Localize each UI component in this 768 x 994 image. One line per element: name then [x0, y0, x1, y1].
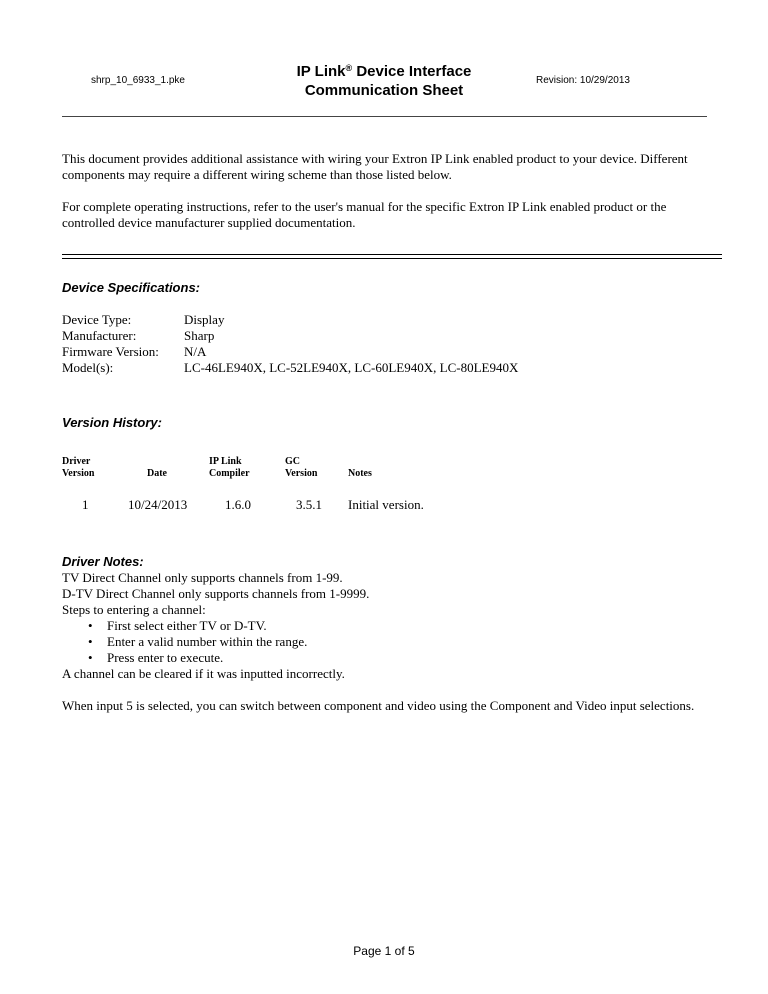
- spec-value: Display: [184, 312, 225, 327]
- revision-date: Revision: 10/29/2013: [536, 75, 630, 86]
- bullet-text: Press enter to execute.: [107, 650, 224, 665]
- cell-gc-version: 3.5.1: [296, 497, 322, 512]
- note-line: TV Direct Channel only supports channels from 1-99.: [62, 570, 343, 585]
- spec-label: Device Type:: [62, 312, 132, 327]
- spec-value: LC-46LE940X, LC-52LE940X, LC-60LE940X, LC-80LE940X: [184, 360, 519, 375]
- intro-paragraph-1: This document provides additional assistance with wiring your Extron IP Link enabled product to your device. Different components may require a different wiring scheme than those listed below.: [62, 151, 688, 182]
- note-paragraph: When input 5 is selected, you can switch between component and video using the Component and Video input selections.: [62, 698, 695, 713]
- cell-date: 10/24/2013: [128, 497, 188, 512]
- spec-value: Sharp: [184, 328, 215, 343]
- note-bullet: [62, 634, 712, 650]
- bullet-icon: •: [88, 650, 93, 665]
- bullet-text: Enter a valid number within the range.: [107, 634, 308, 649]
- driver-notes-heading: Driver Notes:: [62, 554, 144, 569]
- document-title: [0, 62, 768, 100]
- note-line: Steps to entering a channel:: [62, 602, 206, 617]
- device-specifications-heading: Device Specifications:: [62, 280, 200, 295]
- spec-label: Firmware Version:: [62, 344, 159, 359]
- col-header-iplink-compiler: IP Link Compiler: [209, 456, 250, 479]
- spec-value: N/A: [184, 344, 207, 359]
- page-number: Page 1 of 5: [353, 944, 415, 958]
- bullet-icon: •: [88, 618, 93, 633]
- col-header-date: Date: [147, 468, 167, 479]
- title-line2: Communication Sheet: [304, 82, 464, 99]
- col-header-driver-version: Driver Version: [62, 456, 95, 479]
- file-name: shrp_10_6933_1.pke: [91, 75, 185, 86]
- header-divider: [62, 116, 707, 117]
- registered-mark: ®: [345, 63, 353, 73]
- version-history-heading: Version History:: [62, 415, 162, 430]
- bullet-text: First select either TV or D-TV.: [107, 618, 267, 633]
- spec-label: Manufacturer:: [62, 328, 137, 343]
- title-line1: IP Link® Device Interface: [296, 63, 472, 80]
- note-line: D-TV Direct Channel only supports channels from 1-9999.: [62, 586, 370, 601]
- intro-paragraph-2: For complete operating instructions, refer to the user's manual for the specific Extron IP Link enabled product or the controlled device manufacturer supplied documentation.: [62, 199, 667, 230]
- cell-notes: Initial version.: [348, 497, 424, 512]
- note-bullet: [62, 618, 712, 634]
- col-header-gc-version: GC Version: [285, 456, 318, 479]
- note-bullet: [62, 650, 712, 666]
- bullet-icon: •: [88, 634, 93, 649]
- spec-label: Model(s):: [62, 360, 114, 375]
- cell-compiler: 1.6.0: [225, 497, 251, 512]
- section-double-divider: [62, 254, 722, 259]
- driver-notes-body: [62, 570, 712, 714]
- note-line: A channel can be cleared if it was inputted incorrectly.: [62, 666, 345, 681]
- col-header-notes: Notes: [348, 468, 372, 479]
- cell-driver-version: 1: [82, 497, 89, 512]
